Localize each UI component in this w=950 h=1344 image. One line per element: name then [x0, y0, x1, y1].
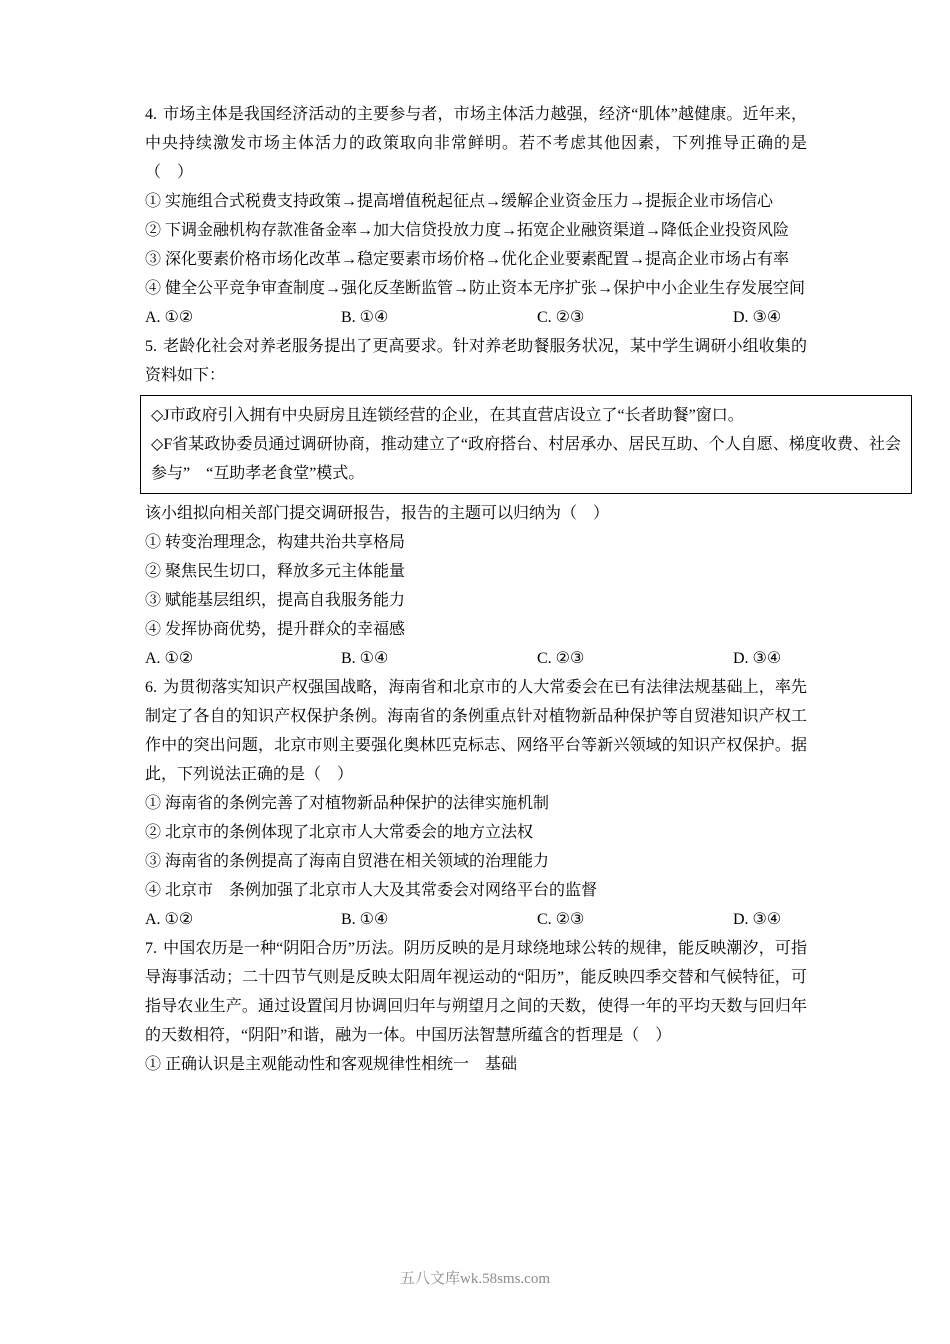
question-5-option-2: ② 聚焦民生切口，释放多元主体能量 [145, 563, 406, 580]
question-5-choice-c: C. ②③ [537, 650, 585, 667]
question-5-post-box: 该小组拟向相关部门提交调研报告，报告的主题可以归纳为（ ） [145, 505, 610, 522]
page-footer: 五八文库wk.58sms.com [399, 1271, 550, 1287]
question-7-number: 7. [145, 940, 157, 957]
question-7-stem-text: 中国农历是一种“阴阳合历”历法。阴历反映的是月球绕地球公转的规律，能反映潮汐，可指导海事活动；二十四节气则是反映太阳周年视运动的“阳历”，能反映四季交替和气候特征，可指导农业生产。通过设置闰月协调回归年与朔望月之间的天数，使得一年的平均天数与回归年的天数相符，“阴阳”和谐，融为一体。中国历法智慧所蕴含的哲理是（ ） [145, 940, 807, 1044]
question-6-choice-a: A. ①② [145, 911, 194, 928]
question-4-choices-row [145, 303, 807, 332]
question-6-option-2: ② 北京市的条例体现了北京市人大常委会的地方立法权 [145, 824, 534, 841]
question-7-option-1: ① 正确认识是主观能动性和客观规律性相统一 基础 [145, 1056, 518, 1073]
question-6-stem [145, 673, 807, 789]
question-4-choice-c: C. ②③ [537, 309, 585, 326]
question-6-stem-text: 为贯彻落实知识产权强国战略，海南省和北京市的人大常委会在已有法律法规基础上，率先制定了各自的知识产权保护条例。海南省的条例重点针对植物新品种保护等自贸港知识产权工作中的突出问题，北京市则主要强化奥林匹克标志、网络平台等新兴领域的知识产权保护。据此，下列说法正确的是（ ） [145, 679, 807, 783]
question-6 [145, 673, 807, 934]
question-6-option-1: ① 海南省的条例完善了对植物新品种保护的法律实施机制 [145, 795, 550, 812]
question-6-number: 6. [145, 679, 157, 696]
question-5-stem-text: 老龄化社会对养老服务提出了更高要求。针对养老助餐服务状况，某中学生调研小组收集的资料如下： [145, 338, 807, 384]
question-4-stem-text: 市场主体是我国经济活动的主要参与者，市场主体活力越强，经济“肌体”越健康。近年来，中央持续激发市场主体活力的政策取向非常鲜明。若不考虑其他因素，下列推导正确的是（ ） [145, 106, 807, 181]
question-5-choice-b: B. ①④ [341, 650, 389, 667]
question-5-choices-row [145, 644, 807, 673]
question-5-number: 5. [145, 338, 157, 355]
material-line-1: ◇J市政府引入拥有中央厨房且连锁经营的企业，在其直营店设立了“长者助餐”窗口。 [151, 407, 744, 424]
question-5-option-1: ① 转变治理理念，构建共治共享格局 [145, 534, 406, 551]
question-4-option-4: ④ 健全公平竞争审查制度→强化反垄断监管→防止资本无序扩张→保护中小企业生存发展空间 [145, 280, 806, 297]
question-5 [145, 332, 901, 673]
question-5-option-4: ④ 发挥协商优势，提升群众的幸福感 [145, 621, 406, 638]
question-5-stem [145, 332, 807, 390]
question-6-choice-d: D. ③④ [733, 911, 782, 928]
exam-content [145, 100, 901, 1079]
question-4-option-2: ② 下调金融机构存款准备金率→加大信贷投放力度→拓宽企业融资渠道→降低企业投资风险 [145, 222, 790, 239]
question-5-choice-a: A. ①② [145, 650, 194, 667]
material-line-2: ◇F省某政协委员通过调研协商，推动建立了“政府搭台、村居承办、居民互助、个人自愿、梯度收费、社会参与” “互助孝老食堂”模式。 [151, 436, 901, 482]
question-6-option-4: ④ 北京市 条例加强了北京市人大及其常委会对网络平台的监督 [145, 882, 598, 899]
question-4-number: 4. [145, 106, 157, 123]
question-4 [145, 100, 807, 332]
question-7 [145, 934, 807, 1079]
question-5-choice-d: D. ③④ [733, 650, 782, 667]
question-5-option-3: ③ 赋能基层组织，提高自我服务能力 [145, 592, 406, 609]
question-4-choice-d: D. ③④ [733, 309, 782, 326]
question-6-option-3: ③ 海南省的条例提高了海南自贸港在相关领域的治理能力 [145, 853, 550, 870]
question-4-option-3: ③ 深化要素价格市场化改革→稳定要素市场价格→优化企业要素配置→提高企业市场占有率 [145, 251, 790, 268]
question-6-choice-b: B. ①④ [341, 911, 389, 928]
question-4-option-1: ① 实施组合式税费支持政策→提高增值税起征点→缓解企业资金压力→提振企业市场信心 [145, 193, 774, 210]
question-5-material-box [140, 395, 912, 494]
question-4-choice-a: A. ①② [145, 309, 194, 326]
question-4-stem [145, 100, 807, 187]
question-4-choice-b: B. ①④ [341, 309, 389, 326]
question-7-stem [145, 934, 807, 1050]
question-6-choices-row [145, 905, 807, 934]
question-6-choice-c: C. ②③ [537, 911, 585, 928]
